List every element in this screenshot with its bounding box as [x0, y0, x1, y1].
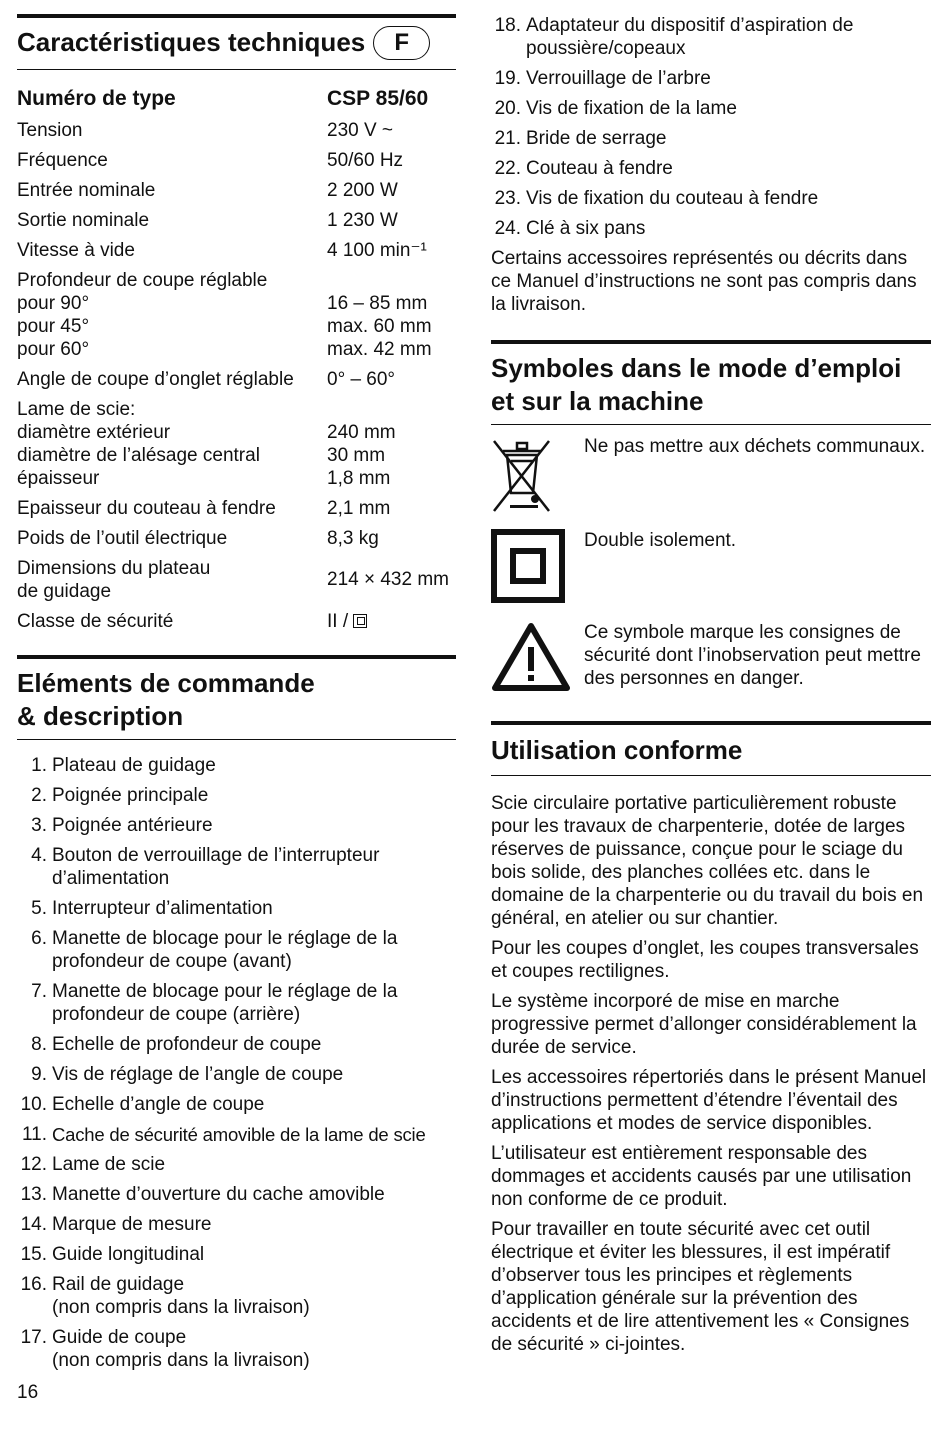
list-item [17, 1093, 456, 1116]
item-number: 24. [494, 218, 521, 239]
item-text: Echelle d’angle de coupe [52, 1093, 265, 1115]
spec-key: Epaisseur du couteau à fendre [17, 497, 276, 519]
blade-label: Lame de scie: [17, 398, 136, 420]
weee-text: Ne pas mettre aux déchets communaux. [584, 436, 926, 457]
type-header-row [17, 86, 456, 112]
item-text: Vis de fixation de la lame [526, 98, 737, 119]
plate-label-line1: Dimensions du plateau [17, 557, 211, 579]
spec-value: max. 42 mm [327, 338, 432, 360]
item-text: Interrupteur d’alimentation [52, 897, 273, 919]
item-text: Poignée principale [52, 784, 209, 806]
spec-value: 240 mm [327, 421, 396, 443]
item-number: 9. [31, 1063, 47, 1085]
item-text-line2: (non compris dans la livraison) [52, 1296, 310, 1318]
item-text: Verrouillage de l’arbre [526, 68, 711, 89]
list-item [491, 67, 931, 90]
spec-row [17, 557, 456, 603]
list-item [17, 1123, 456, 1146]
usage-body [491, 792, 931, 1356]
list-item [17, 814, 456, 837]
item-number: 2. [31, 784, 47, 806]
spec-key: pour 45° [17, 315, 90, 337]
list-item [17, 1243, 456, 1266]
item-number: 14. [20, 1213, 47, 1235]
spec-value: 4 100 min⁻¹ [327, 239, 427, 261]
spec-row [17, 179, 456, 202]
spec-key: Classe de sécurité [17, 610, 174, 632]
item-number: 12. [20, 1153, 47, 1175]
type-value: CSP 85/60 [327, 86, 429, 110]
item-number: 11. [21, 1123, 47, 1145]
item-number: 19. [494, 68, 521, 89]
usage-section-header [491, 721, 931, 776]
spec-row [17, 421, 456, 444]
list-item [17, 1273, 456, 1319]
warning-text: Ce symbole marque les consignes de sécurité dont l’inobservation peut mettre des personnes en danger. [584, 622, 921, 689]
right-column [491, 14, 931, 1363]
spec-row [17, 338, 456, 361]
item-text: Manette d’ouverture du cache amovible [52, 1183, 385, 1205]
list-item [17, 754, 456, 777]
item-number: 10. [20, 1093, 47, 1115]
spec-value: 2 200 W [327, 179, 398, 201]
spec-key: Angle de coupe d’onglet réglable [17, 368, 294, 390]
double-insulation-icon [491, 529, 584, 609]
list-item [17, 1153, 456, 1176]
spec-row [17, 119, 456, 142]
warning-triangle-icon [491, 621, 584, 699]
item-number: 21. [494, 128, 521, 149]
item-text: Echelle de profondeur de coupe [52, 1033, 322, 1055]
list-item [17, 1033, 456, 1056]
item-text: Manette de blocage pour le réglage de la profondeur de coupe (arrière) [52, 980, 398, 1025]
item-number: 17. [20, 1326, 47, 1348]
plate-label-line2: de guidage [17, 580, 112, 602]
spec-row [17, 292, 456, 315]
list-item [491, 217, 931, 240]
safety-class-text: II / [327, 610, 349, 632]
list-item [17, 1183, 456, 1206]
spec-key: diamètre de l’alésage central [17, 444, 260, 466]
double-insulation-text: Double isolement. [584, 530, 737, 551]
elements-list-continued [491, 14, 931, 240]
depth-group [17, 269, 456, 361]
item-text: Manette de blocage pour le réglage de la profondeur de coupe (avant) [52, 927, 398, 972]
spec-row [17, 610, 456, 633]
spec-key: Vitesse à vide [17, 239, 135, 261]
spec-rows [17, 119, 456, 633]
list-item [17, 1213, 456, 1236]
list-item [491, 14, 931, 60]
item-number: 7. [31, 980, 47, 1002]
spec-row [17, 209, 456, 232]
spec-value: 0° – 60° [327, 368, 396, 390]
item-number: 8. [31, 1033, 47, 1055]
spec-key: épaisseur [17, 467, 100, 489]
item-text [52, 1326, 456, 1372]
spec-key [17, 557, 327, 603]
list-item [17, 980, 456, 1026]
item-number: 6. [31, 927, 47, 949]
spec-row [17, 444, 456, 467]
item-text: Adaptateur du dispositif d’aspiration de poussière/copeaux [526, 15, 854, 59]
list-item [491, 127, 931, 150]
item-text: Guide longitudinal [52, 1243, 205, 1265]
spec-value [327, 610, 456, 633]
item-number: 15. [20, 1243, 47, 1265]
blade-group [17, 398, 456, 490]
spec-value: 16 – 85 mm [327, 292, 428, 314]
item-text: Cache de sécurité amovible de la lame de scie [52, 1123, 426, 1145]
spec-row [17, 527, 456, 550]
spec-key: pour 60° [17, 338, 90, 360]
spec-value: max. 60 mm [327, 315, 432, 337]
elements-title-line2: & description [17, 700, 184, 731]
item-number: 13. [20, 1183, 47, 1205]
spec-value: 2,1 mm [327, 497, 391, 519]
item-text: Clé à six pans [526, 218, 646, 239]
spec-value: 8,3 kg [327, 527, 379, 549]
list-item [17, 927, 456, 973]
usage-paragraph: Le système incorporé de mise en marche progressive permet d’allonger considérablement la durée de service. [491, 991, 917, 1058]
symbol-double-insulation-row [491, 529, 931, 609]
symbols-title-line2: et sur la machine [491, 386, 704, 416]
symbols-section-header [491, 340, 931, 425]
item-number: 4. [31, 844, 47, 866]
usage-paragraph: Les accessoires répertoriés dans le présent Manuel d’instructions permettent d’étendre l’éventail des applications et modes de service disponibles. [491, 1067, 927, 1134]
item-text-line1: Guide de coupe [52, 1326, 187, 1348]
item-text-line2: (non compris dans la livraison) [52, 1349, 310, 1371]
item-text-line1: Rail de guidage [52, 1273, 185, 1295]
spec-value: 1,8 mm [327, 467, 391, 489]
accessories-note: Certains accessoires représentés ou décrits dans ce Manuel d’instructions ne sont pas compris dans la livraison. [491, 248, 917, 315]
item-text [52, 1273, 456, 1319]
item-number: 18. [494, 15, 521, 36]
list-item [17, 784, 456, 807]
item-number: 16. [20, 1273, 47, 1295]
usage-paragraph: Pour travailler en toute sécurité avec cet outil électrique et éviter les blessures, il est impératif d’observer tous les principes et règlements d’application générale sur la prévention des accidents et de lire attentivement les « Consignes de sécurité » ci-jointes. [491, 1219, 910, 1355]
spec-row [17, 315, 456, 338]
item-text: Vis de réglage de l’angle de coupe [52, 1063, 344, 1085]
list-item [491, 157, 931, 180]
crossed-bin-icon [491, 435, 584, 521]
item-number: 22. [494, 158, 521, 179]
spec-value: 214 × 432 mm [327, 569, 449, 591]
spec-key: Sortie nominale [17, 209, 150, 231]
item-text: Bouton de verrouillage de l’interrupteur d’alimentation [52, 844, 380, 889]
language-badge: F [373, 26, 430, 60]
item-number: 3. [31, 814, 47, 836]
spec-key: pour 90° [17, 292, 90, 314]
item-text: Couteau à fendre [526, 158, 673, 179]
elements-title-line1: Eléments de commande [17, 667, 315, 698]
spec-row [17, 368, 456, 391]
spec-row [17, 239, 456, 262]
spec-value: 230 V ~ [327, 119, 394, 141]
item-text: Poignée antérieure [52, 814, 213, 836]
list-item [17, 1063, 456, 1086]
double-insulation-inline-icon [353, 614, 367, 628]
symbol-warning-row [491, 621, 931, 699]
usage-paragraph: Scie circulaire portative particulièrement robuste pour les travaux de charpenterie, dotée de larges réserves de puissance, conçue pour le sciage du bois solide, des planches collées etc. dans le domaine de la charpenterie ou du travail du bois en général, en atelier ou sur chantier. [491, 793, 924, 929]
spec-value: 50/60 Hz [327, 149, 404, 171]
list-item [17, 1326, 456, 1372]
spec-value: 30 mm [327, 444, 386, 466]
symbols-title-line1: Symboles dans le mode d’emploi [491, 353, 902, 383]
spec-key: Tension [17, 119, 83, 141]
usage-title: Utilisation conforme [491, 735, 743, 765]
spec-row [17, 497, 456, 520]
item-text: Marque de mesure [52, 1213, 212, 1235]
spec-key: Entrée nominale [17, 179, 156, 201]
spec-row [17, 467, 456, 490]
specs-section-header [17, 14, 456, 70]
specs-title: Caractéristiques techniques [17, 27, 366, 57]
list-item [17, 844, 456, 890]
item-number: 20. [494, 98, 521, 119]
list-item [491, 187, 931, 210]
list-item [491, 97, 931, 120]
spec-key: Fréquence [17, 149, 108, 171]
elements-section-header [17, 655, 456, 740]
item-number: 5. [31, 897, 47, 919]
list-item [17, 897, 456, 920]
spec-key: diamètre extérieur [17, 421, 171, 443]
item-text: Vis de fixation du couteau à fendre [526, 188, 819, 209]
elements-list [17, 754, 456, 1372]
left-column [17, 14, 456, 1379]
item-number: 1. [31, 754, 47, 776]
page-number: 16 [17, 1382, 39, 1403]
item-text: Lame de scie [52, 1153, 166, 1175]
spec-value: 1 230 W [327, 209, 398, 231]
spec-row [17, 149, 456, 172]
spec-key: Poids de l’outil électrique [17, 527, 228, 549]
item-text: Plateau de guidage [52, 754, 216, 776]
usage-paragraph: L’utilisateur est entièrement responsable des dommages et accidents causés par une utilisation non conforme de ce produit. [491, 1143, 912, 1210]
item-number: 23. [494, 188, 521, 209]
item-text: Bride de serrage [526, 128, 667, 149]
depth-label: Profondeur de coupe réglable [17, 269, 268, 291]
symbol-weee-row [491, 435, 931, 521]
usage-paragraph: Pour les coupes d’onglet, les coupes transversales et coupes rectilignes. [491, 938, 919, 982]
type-label: Numéro de type [17, 86, 176, 110]
